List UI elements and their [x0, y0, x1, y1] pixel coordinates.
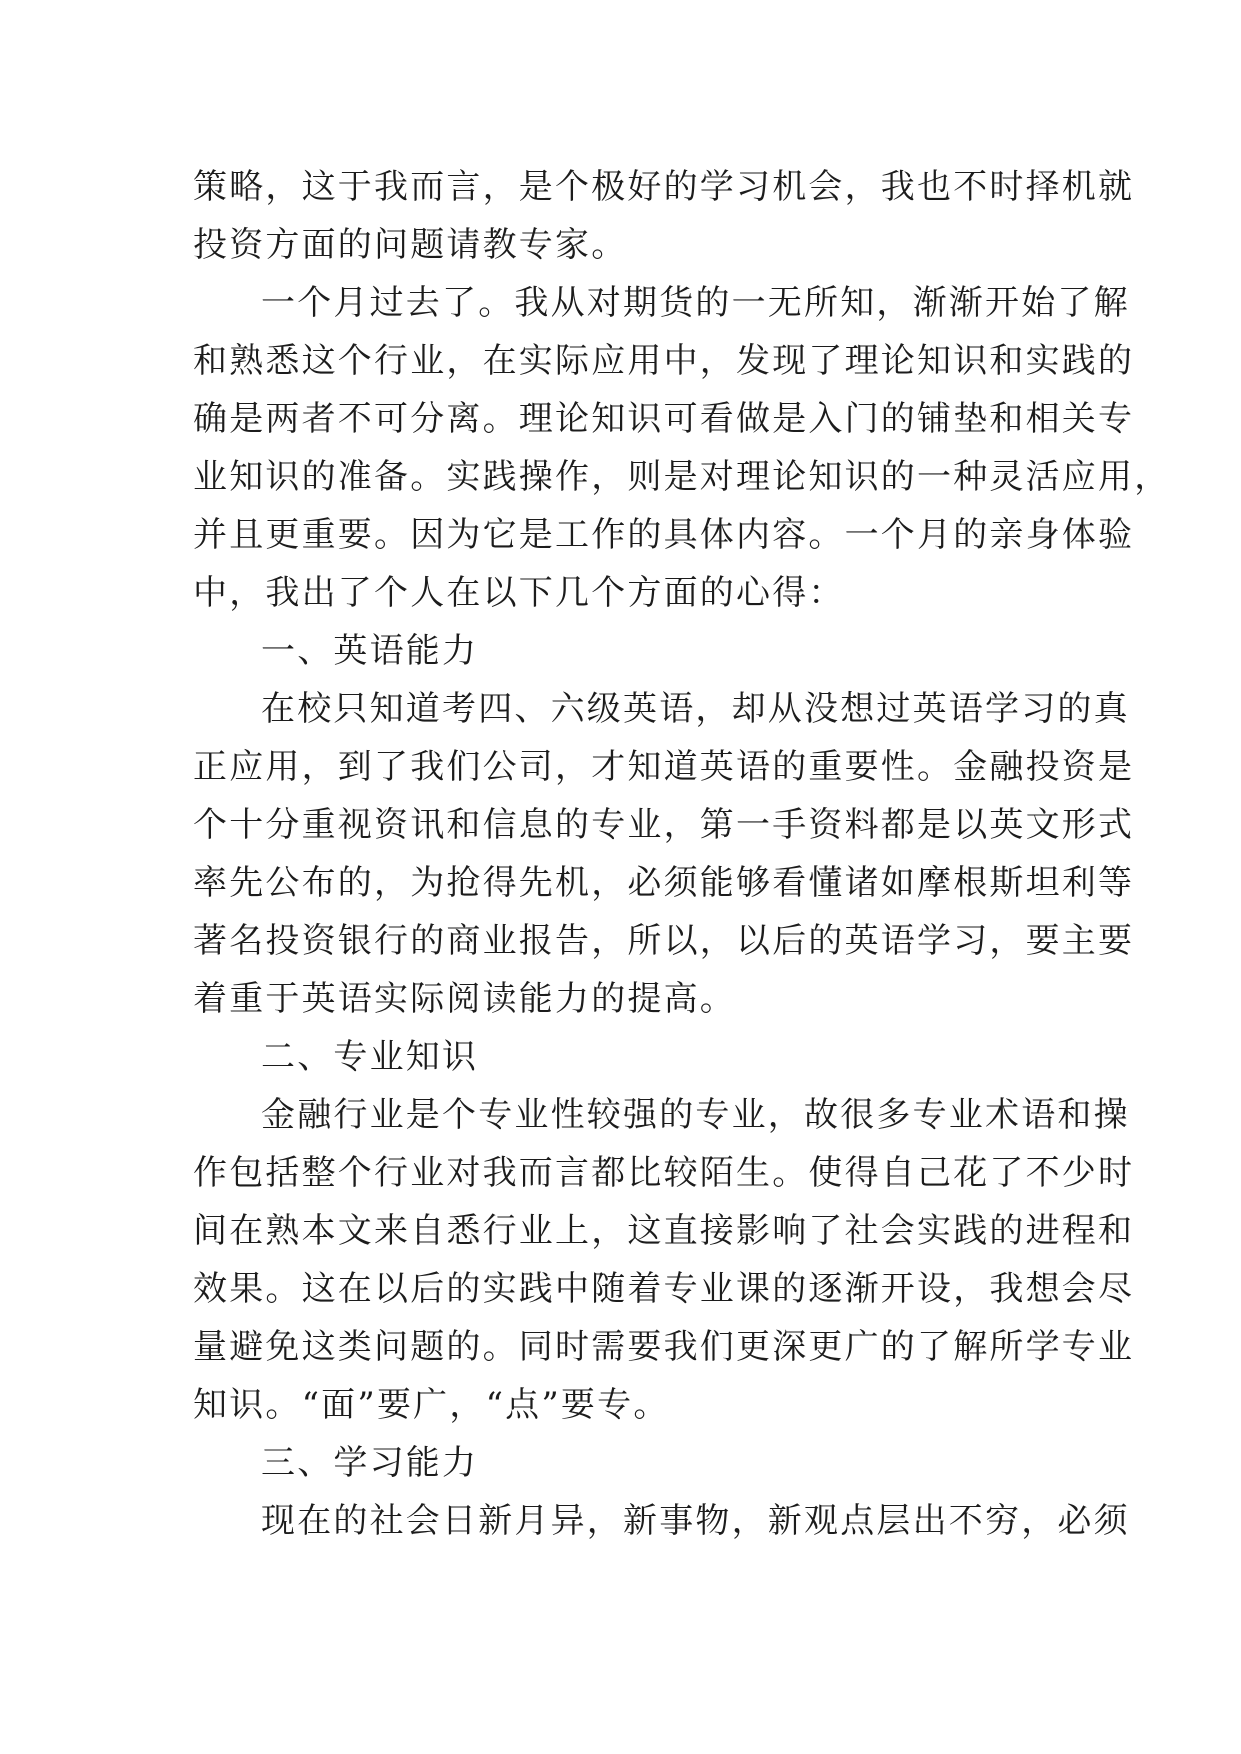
text-line: 二、专业知识	[261, 1037, 479, 1077]
text-line: 知识。“面”要广，“点”要专。	[193, 1385, 670, 1425]
text-line: 金融行业是个专业性较强的专业，故很多专业术语和操	[261, 1095, 1130, 1135]
document-body	[193, 158, 1171, 1550]
text-line: 一个月过去了。我从对期货的一无所知，渐渐开始了解	[261, 283, 1130, 323]
text-line: 中，我出了个人在以下几个方面的心得：	[193, 573, 845, 613]
text-line: 量避免这类问题的。同时需要我们更深更广的了解所学专业	[193, 1327, 1135, 1367]
text-line: 现在的社会日新月异，新事物，新观点层出不穷，必须	[261, 1501, 1130, 1541]
text-line: 在校只知道考四、六级英语，却从没想过英语学习的真	[261, 689, 1130, 729]
text-line: 率先公布的，为抢得先机，必须能够看懂诸如摩根斯坦利等	[193, 863, 1135, 903]
text-line: 效果。这在以后的实践中随着专业课的逐渐开设，我想会尽	[193, 1269, 1135, 1309]
text-line: 业知识的准备。实践操作，则是对理论知识的一种灵活应用，	[193, 457, 1171, 497]
text-line: 作包括整个行业对我而言都比较陌生。使得自己花了不少时	[193, 1153, 1135, 1193]
text-line: 正应用，到了我们公司，才知道英语的重要性。金融投资是	[193, 747, 1135, 787]
text-line: 和熟悉这个行业，在实际应用中，发现了理论知识和实践的	[193, 341, 1135, 381]
text-line: 三、学习能力	[261, 1443, 479, 1483]
text-line: 著名投资银行的商业报告，所以，以后的英语学习，要主要	[193, 921, 1135, 961]
text-line: 间在熟本文来自悉行业上，这直接影响了社会实践的进程和	[193, 1211, 1135, 1251]
text-line: 个十分重视资讯和信息的专业，第一手资料都是以英文形式	[193, 805, 1135, 845]
text-line: 策略，这于我而言，是个极好的学习机会，我也不时择机就	[193, 167, 1135, 207]
text-line: 一、英语能力	[261, 631, 479, 671]
text-line: 确是两者不可分离。理论知识可看做是入门的铺垫和相关专	[193, 399, 1135, 439]
text-line: 并且更重要。因为它是工作的具体内容。一个月的亲身体验	[193, 515, 1135, 555]
text-line: 着重于英语实际阅读能力的提高。	[193, 979, 736, 1019]
text-line: 投资方面的问题请教专家。	[193, 225, 628, 265]
